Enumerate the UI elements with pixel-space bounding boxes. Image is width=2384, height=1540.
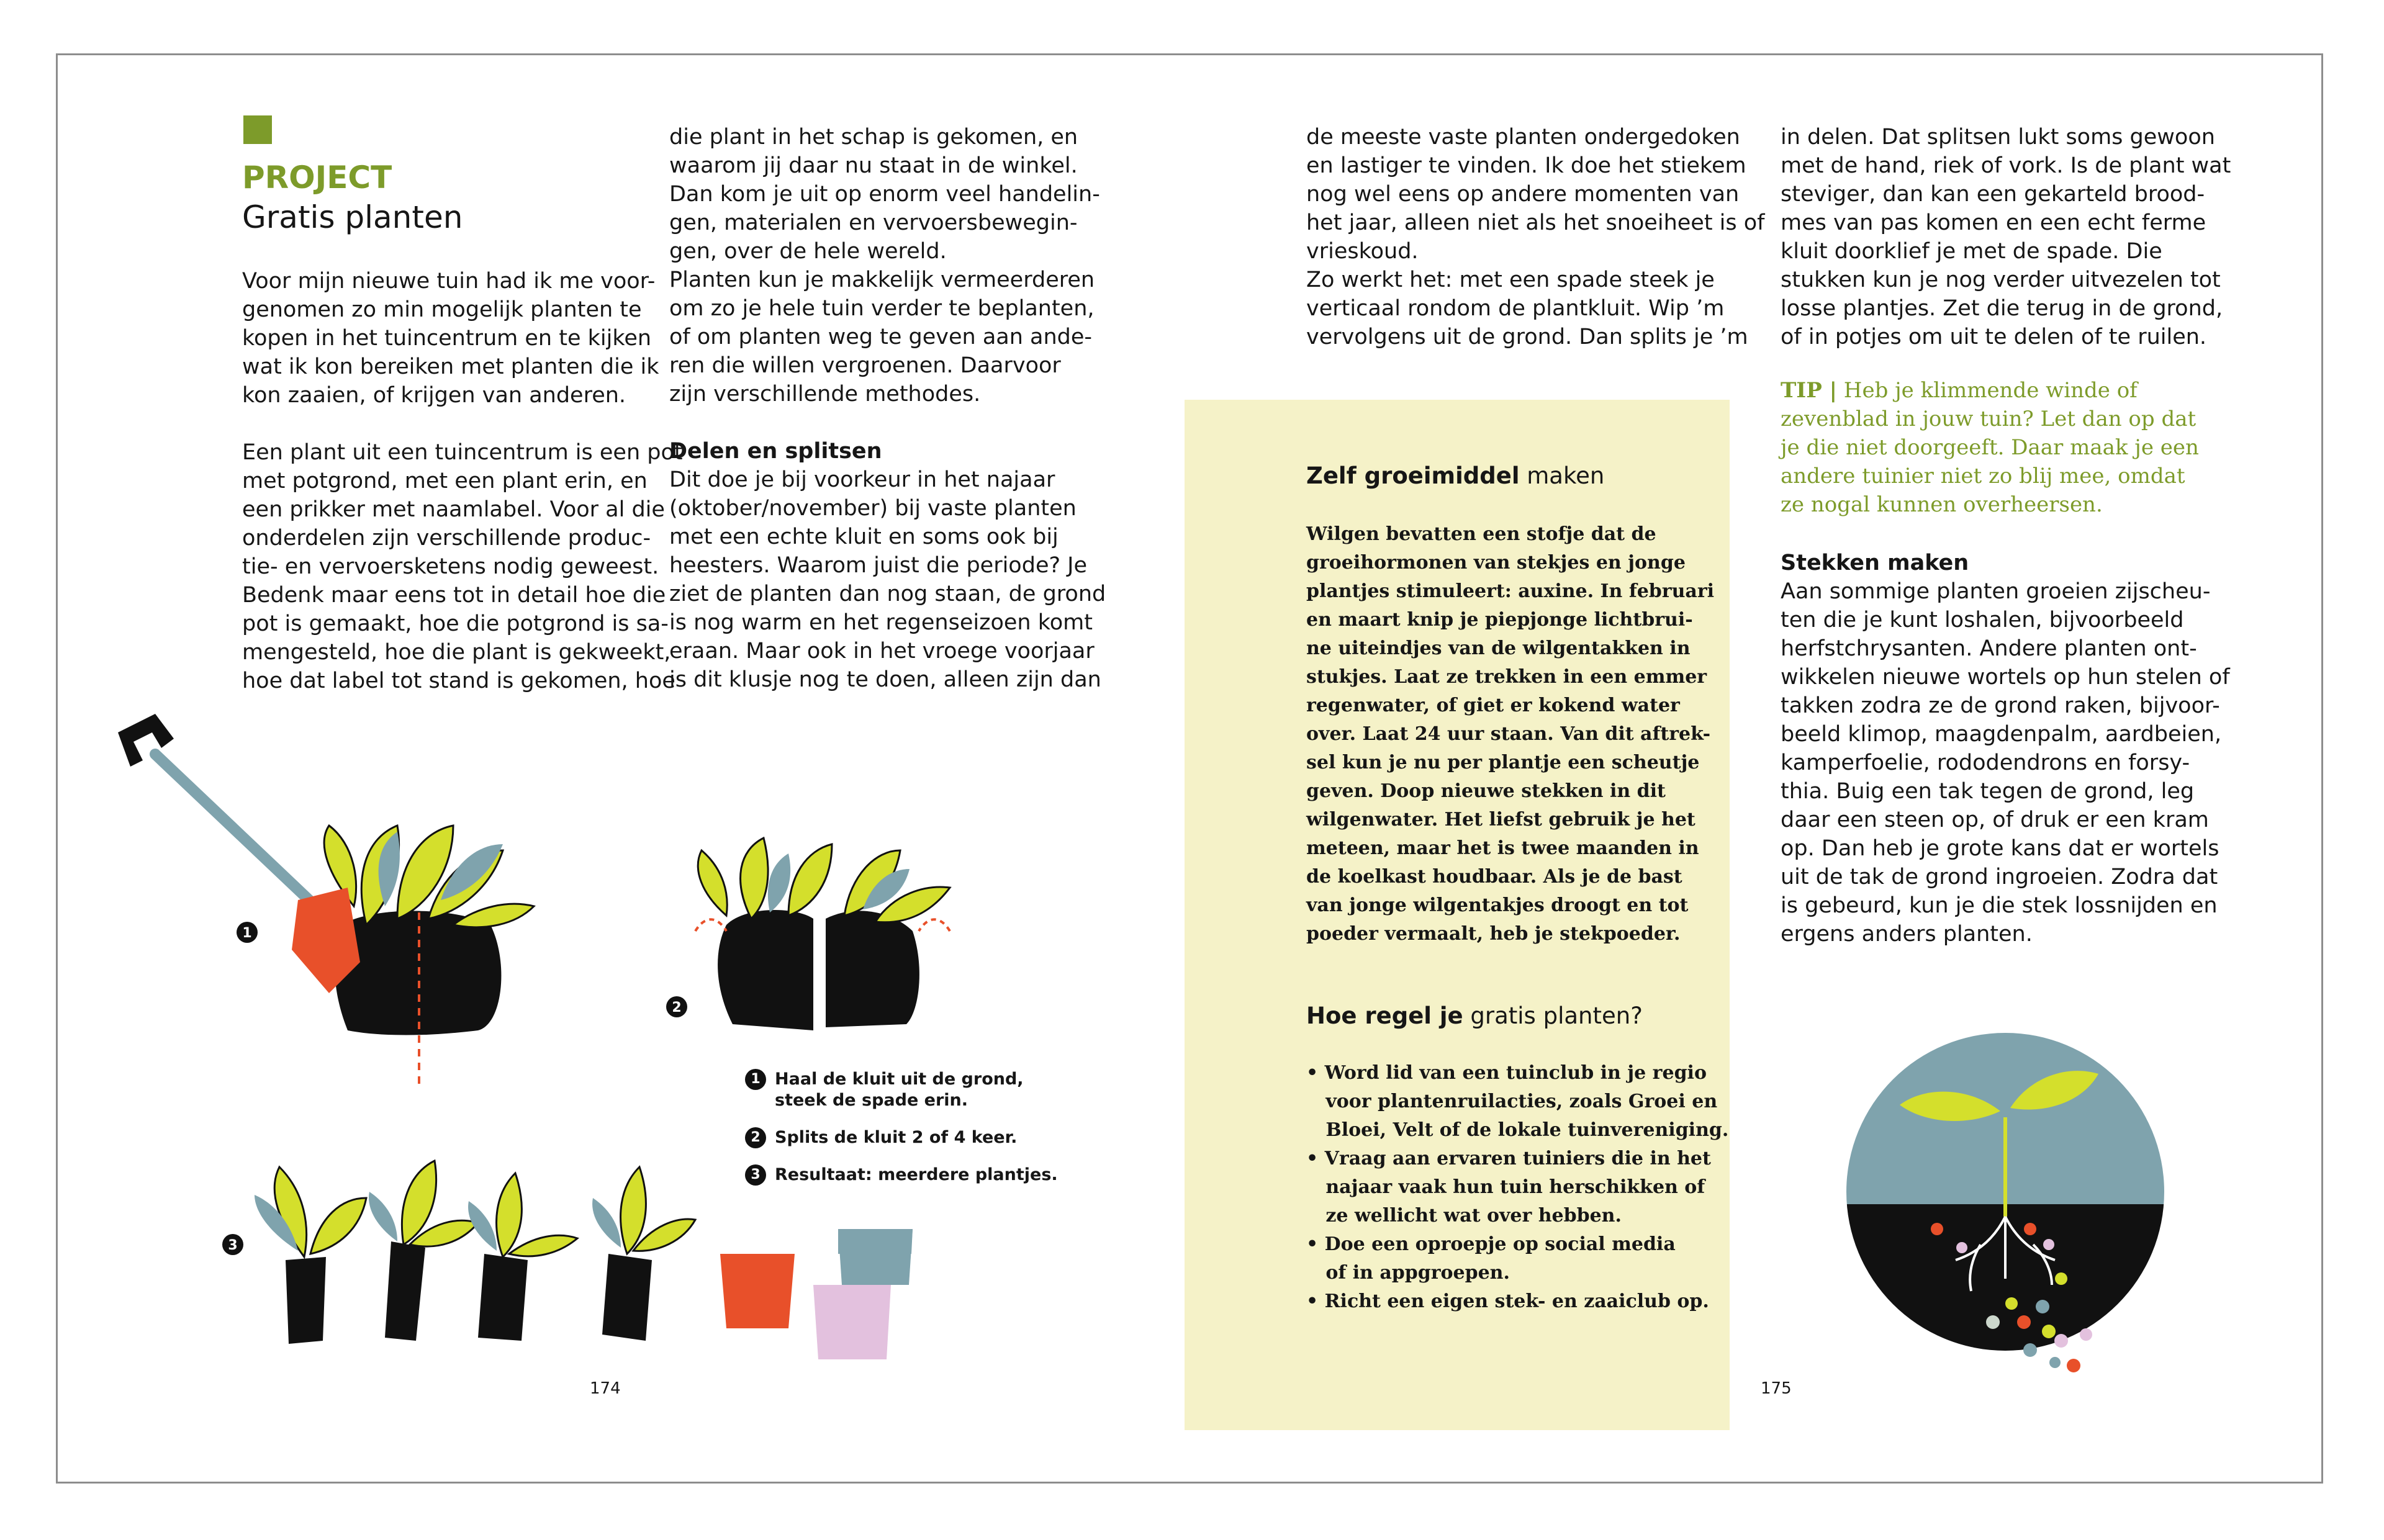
text-line: Zo werkt het: met een spade steek je bbox=[1306, 268, 1715, 292]
text-line: (oktober/november) bij vaste planten bbox=[669, 496, 1077, 521]
panel-line: poeder vermaalt, heb je stekpoeder. bbox=[1306, 923, 1681, 945]
page-number-left: 174 bbox=[590, 1379, 621, 1398]
text-line: losse plantjes. Zet die terug in de grond, bbox=[1781, 296, 2223, 321]
tip-line: zevenblad in jouw tuin? Let dan op dat bbox=[1781, 407, 2197, 431]
text-line: of om planten weg te geven aan ande- bbox=[669, 325, 1093, 349]
young-plants-illustration bbox=[211, 1092, 720, 1353]
text-line: vervolgens uit de grond. Dan splits je ’m bbox=[1306, 325, 1748, 349]
list-item: Bloei, Velt of de lokale tuinvereniging. bbox=[1306, 1119, 1729, 1141]
text-line: zijn verschillende methodes. bbox=[669, 382, 981, 407]
panel-line: over. Laat 24 uur staan. Van dit aftrek- bbox=[1306, 723, 1711, 745]
pots-illustration bbox=[714, 1217, 937, 1366]
text-line: Een plant uit een tuincentrum is een pot bbox=[242, 440, 683, 465]
text-line: het jaar, alleen niet als het snoeiheet is of bbox=[1306, 210, 1765, 235]
step-marker-3: 3 bbox=[228, 1238, 238, 1253]
panel-line: wilgenwater. Het liefst gebruik je het bbox=[1306, 809, 1695, 831]
text-line: een prikker met naamlabel. Voor al die bbox=[242, 497, 665, 522]
text-line: gen, over de hele wereld. bbox=[669, 239, 947, 264]
tip-line: je die niet doorgeeft. Daar maak je een bbox=[1781, 435, 2199, 460]
text-line: ergens anders planten. bbox=[1781, 922, 2033, 947]
step-number: 1 bbox=[745, 1069, 766, 1090]
text-line: kon zaaien, of krijgen van anderen. bbox=[242, 383, 626, 408]
tip-line: Heb je klimmende winde of bbox=[1836, 378, 2138, 403]
split-clump-illustration bbox=[658, 782, 1006, 1030]
text-line: wikkelen nieuwe wortels op hun stelen of bbox=[1781, 665, 2230, 690]
text-line: Planten kun je makkelijk vermeerderen bbox=[669, 268, 1095, 292]
column-3 bbox=[1306, 123, 1765, 351]
text-line: Dit doe je bij voorkeur in het najaar bbox=[669, 467, 1055, 492]
step-text: Resultaat: meerdere plantjes. bbox=[775, 1165, 1058, 1184]
text-line: mes van pas komen en een echt ferme bbox=[1781, 210, 2206, 235]
text-line: nog wel eens op andere momenten van bbox=[1306, 182, 1740, 207]
text-line: Voor mijn nieuwe tuin had ik me voor- bbox=[242, 269, 656, 294]
list-item: of in appgroepen. bbox=[1306, 1262, 1510, 1284]
text-line: genomen zo min mogelijk planten te bbox=[242, 297, 642, 322]
text-line: onderdelen zijn verschillende produc- bbox=[242, 526, 651, 551]
text-line: met een echte kluit en soms ook bij bbox=[669, 525, 1059, 549]
text-line: thia. Buig een tak tegen de grond, leg bbox=[1781, 779, 2195, 804]
text-line: of in potjes om uit te delen of te ruilen. bbox=[1781, 325, 2207, 349]
text-line: met de hand, riek of vork. Is de plant wat bbox=[1781, 153, 2231, 178]
legend-item bbox=[745, 1069, 1058, 1111]
spade-illustration bbox=[106, 701, 553, 1086]
panel-heading-rest: gratis planten? bbox=[1463, 1002, 1643, 1029]
text-line: heesters. Waarom juist die periode? Je bbox=[669, 553, 1088, 578]
text-line: in delen. Dat splitsen lukt soms gewoon bbox=[1781, 125, 2215, 150]
list-item: najaar vaak hun tuin herschikken of bbox=[1306, 1176, 1705, 1198]
text-line: mengesteld, hoe die plant is gekweekt, bbox=[242, 640, 671, 665]
panel-heading-rest: maken bbox=[1519, 462, 1605, 489]
text-line: tie- en vervoersketens nodig geweest. bbox=[242, 554, 659, 579]
tip-label: TIP | bbox=[1781, 378, 1837, 403]
text-line: eraan. Maar ook in het vroege voorjaar bbox=[669, 639, 1095, 664]
panel-line: van jonge wilgentakjes droogt en tot bbox=[1306, 894, 1689, 916]
panel-line: sel kun je nu per plantje een scheutje bbox=[1306, 752, 1700, 773]
list-item: • Doe een oproepje op social media bbox=[1306, 1233, 1676, 1255]
panel-line: regenwater, of giet er kokend water bbox=[1306, 695, 1680, 716]
section-heading: Delen en splitsen bbox=[669, 439, 882, 464]
text-line: steviger, dan kan een gekarteld brood- bbox=[1781, 182, 2205, 207]
seedling-circle-illustration bbox=[1838, 1030, 2185, 1390]
text-line: de meeste vaste planten ondergedoken bbox=[1306, 125, 1740, 150]
text-line: op. Dan heb je grote kans dat er wortels bbox=[1781, 836, 2219, 861]
panel-heading-2 bbox=[1306, 1002, 1643, 1030]
panel-line: geven. Doop nieuwe stekken in dit bbox=[1306, 780, 1666, 802]
project-kicker: PROJECT bbox=[242, 160, 392, 196]
panel-line: meteen, maar het is twee maanden in bbox=[1306, 837, 1699, 859]
column-2 bbox=[669, 123, 1106, 694]
panel-line: de koelkast houdbaar. Als je de bast bbox=[1306, 866, 1682, 888]
text-line: verticaal rondom de plantkluit. Wip ’m bbox=[1306, 296, 1725, 321]
text-line: ren die willen vergroenen. Daarvoor bbox=[669, 353, 1061, 378]
text-line: vrieskoud. bbox=[1306, 239, 1419, 264]
text-line: hoe dat label tot stand is gekomen, hoe bbox=[242, 669, 675, 693]
step-number: 3 bbox=[745, 1164, 766, 1186]
panel-line: stukjes. Laat ze trekken in een emmer bbox=[1306, 666, 1707, 688]
text-line: is dit klusje nog te doen, alleen zijn dan bbox=[669, 667, 1101, 692]
text-line: Aan sommige planten groeien zijscheu- bbox=[1781, 579, 2211, 604]
tip-line: andere tuinier niet zo blij mee, omdat bbox=[1781, 464, 2185, 489]
text-line: en lastiger te vinden. Ik doe het stiekem bbox=[1306, 153, 1746, 178]
text-line: waarom jij daar nu staat in de winkel. bbox=[669, 153, 1078, 178]
panel-heading-bold: Zelf groeimiddel bbox=[1306, 462, 1520, 489]
step-text: Splits de kluit 2 of 4 keer. bbox=[775, 1128, 1018, 1147]
text-line: ziet de planten dan nog staan, de grond bbox=[669, 582, 1106, 606]
column-1 bbox=[242, 267, 683, 695]
text-line: die plant in het schap is gekomen, en bbox=[669, 125, 1078, 150]
list-item: voor plantenruilacties, zoals Groei en bbox=[1306, 1091, 1718, 1112]
section-marker-square bbox=[243, 115, 272, 144]
tip-box bbox=[1781, 376, 2199, 519]
text-line: takken zodra ze de grond raken, bijvoor- bbox=[1781, 693, 2220, 718]
panel-list bbox=[1306, 1059, 1728, 1316]
step-marker-1: 1 bbox=[242, 925, 252, 941]
page-number-right: 175 bbox=[1761, 1379, 1792, 1398]
text-line: wat ik kon bereiken met planten die ik bbox=[242, 354, 659, 379]
column-4-bottom bbox=[1781, 549, 2230, 948]
list-item: ze wellicht wat over hebben. bbox=[1306, 1205, 1622, 1227]
text-line: Dan kom je uit op enorm veel handelin- bbox=[669, 182, 1100, 207]
panel-line: ne uiteindjes van de wilgentakken in bbox=[1306, 637, 1691, 659]
text-line: daar een steen op, of druk er een kram bbox=[1781, 808, 2209, 832]
text-line: kamperfoelie, rododendrons en forsy- bbox=[1781, 750, 2190, 775]
text-line: kopen in het tuincentrum en te kijken bbox=[242, 326, 652, 351]
text-line: is nog warm en het regenseizoen komt bbox=[669, 610, 1093, 635]
list-item: • Richt een eigen stek- en zaaiclub op. bbox=[1306, 1290, 1709, 1312]
legend-item bbox=[745, 1127, 1058, 1148]
text-line: kluit doorklief je met de spade. Die bbox=[1781, 239, 2162, 264]
text-line: beeld klimop, maagdenpalm, aardbeien, bbox=[1781, 722, 2222, 747]
step-text: Haal de kluit uit de grond, steek de spade erin. bbox=[775, 1069, 1024, 1110]
panel-heading-bold: Hoe regel je bbox=[1306, 1002, 1463, 1029]
text-line: herfstchrysanten. Andere planten ont- bbox=[1781, 636, 2197, 661]
text-line: pot is gemaakt, hoe die potgrond is sa- bbox=[242, 611, 669, 636]
text-line: Bedenk maar eens tot in detail hoe die bbox=[242, 583, 666, 608]
text-line: om zo je hele tuin verder te beplanten, bbox=[669, 296, 1095, 321]
text-line: uit de tak de grond ingroeien. Zodra dat bbox=[1781, 865, 2218, 889]
column-4-top bbox=[1781, 123, 2231, 351]
section-heading: Stekken maken bbox=[1781, 551, 1969, 575]
legend-item bbox=[745, 1164, 1058, 1186]
panel-body bbox=[1306, 520, 1714, 948]
list-item: • Vraag aan ervaren tuiniers die in het bbox=[1306, 1148, 1711, 1169]
step-marker-2: 2 bbox=[672, 1000, 682, 1015]
tip-line: ze nogal kunnen overheersen. bbox=[1781, 492, 2103, 517]
panel-line: en maart knip je piepjonge lichtbrui- bbox=[1306, 609, 1693, 631]
list-item: • Word lid van een tuinclub in je regio bbox=[1306, 1062, 1707, 1084]
text-line: ten die je kunt loshalen, bijvoorbeeld bbox=[1781, 608, 2184, 633]
step-number: 2 bbox=[745, 1127, 766, 1148]
panel-line: plantjes stimuleert: auxine. In februari bbox=[1306, 580, 1715, 602]
step-legend bbox=[745, 1069, 1058, 1202]
panel-heading-1 bbox=[1306, 462, 1604, 490]
panel-line: groeihormonen van stekjes en jonge bbox=[1306, 552, 1686, 574]
page-title: Gratis planten bbox=[242, 199, 463, 235]
text-line: gen, materialen en vervoersbewegin- bbox=[669, 210, 1078, 235]
text-line: is gebeurd, kun je die stek lossnijden en bbox=[1781, 893, 2218, 918]
panel-line: Wilgen bevatten een stofje dat de bbox=[1306, 523, 1656, 545]
text-line: stukken kun je nog verder uitvezelen tot bbox=[1781, 268, 2221, 292]
text-line: met potgrond, met een plant erin, en bbox=[242, 469, 648, 493]
